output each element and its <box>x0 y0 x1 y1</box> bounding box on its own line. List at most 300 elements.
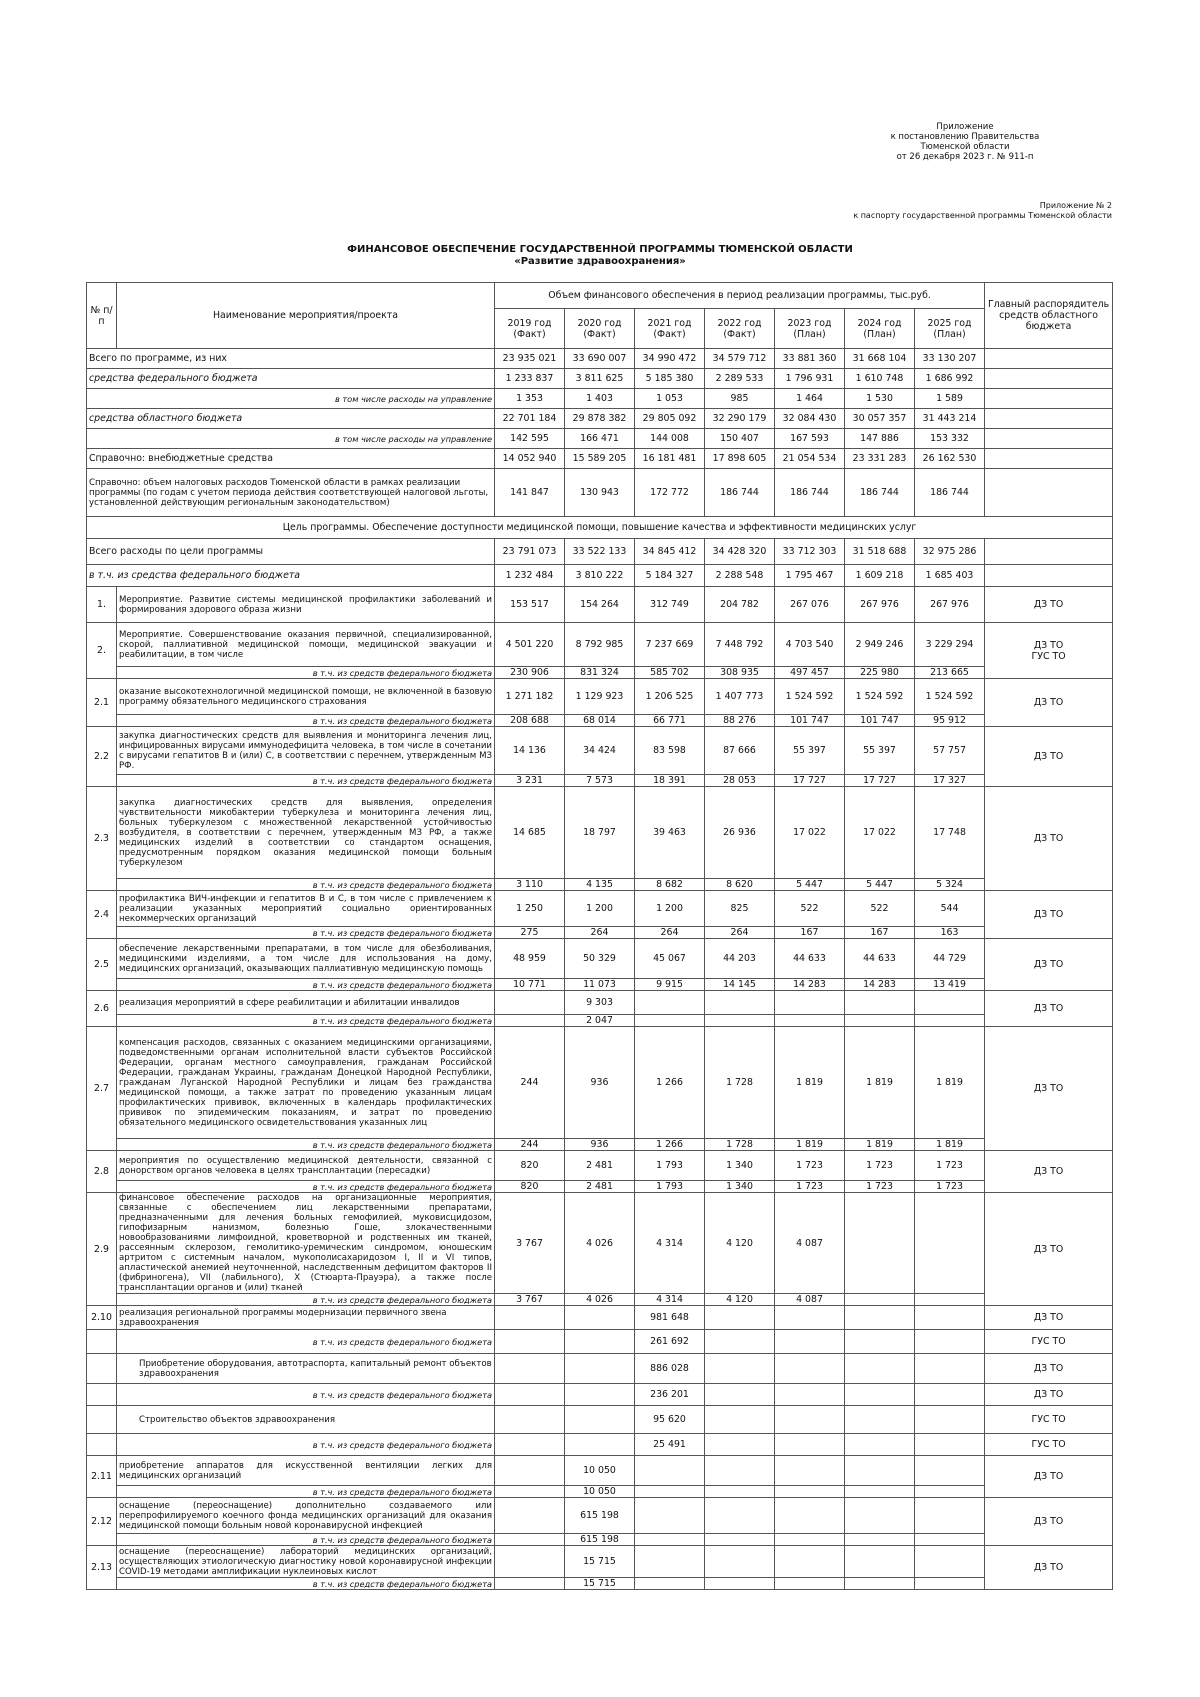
measure-name: мероприятия по осуществлению медицинской деятельности, связанной с донорством органов человека в целях трансплантации (пересадки) <box>117 1151 495 1181</box>
value-cell: 34 428 320 <box>705 539 775 565</box>
value-cell: 1 206 525 <box>635 679 705 715</box>
value-cell: 186 744 <box>915 469 985 517</box>
value-cell: 29 805 092 <box>635 409 705 429</box>
value-cell: 10 771 <box>495 979 565 991</box>
value-cell: 88 276 <box>705 715 775 727</box>
value-cell <box>565 1354 635 1384</box>
value-cell: 213 665 <box>915 667 985 679</box>
summary-label: в том числе расходы на управление <box>87 429 495 449</box>
value-cell <box>845 1546 915 1578</box>
manager-cell <box>985 349 1113 369</box>
value-cell <box>845 1406 915 1434</box>
manager-name: ДЗ ТО <box>1033 599 1064 610</box>
summary-label: Справочно: внебюджетные средства <box>87 449 495 469</box>
measure-row <box>87 727 1113 775</box>
manager-name: ДЗ ТО <box>1033 1243 1064 1255</box>
value-cell: 166 471 <box>565 429 635 449</box>
value-cell: 225 980 <box>845 667 915 679</box>
value-cell: 1 819 <box>775 1027 845 1139</box>
value-cell <box>635 1498 705 1534</box>
value-cell <box>705 1534 775 1546</box>
value-cell: 615 198 <box>565 1534 635 1546</box>
value-cell: 1 524 592 <box>775 679 845 715</box>
value-cell: 17 022 <box>845 787 915 879</box>
value-cell: 3 767 <box>495 1294 565 1306</box>
value-cell: 9 915 <box>635 979 705 991</box>
value-cell: 820 <box>495 1181 565 1193</box>
value-cell: 312 749 <box>635 587 705 623</box>
value-cell: 208 688 <box>495 715 565 727</box>
value-cell <box>705 1330 775 1354</box>
manager-cell <box>985 939 1113 991</box>
value-cell: 48 959 <box>495 939 565 979</box>
value-cell <box>845 1456 915 1486</box>
value-cell <box>775 1434 845 1456</box>
federal-subrow <box>87 1181 1113 1193</box>
document-title <box>86 244 1114 268</box>
decree-reference <box>850 122 1080 162</box>
value-cell: 186 744 <box>775 469 845 517</box>
measure-row <box>87 939 1113 979</box>
federal-label: в т.ч. из средств федерального бюджета <box>117 1534 495 1546</box>
measure-name: Мероприятие. Развитие системы медицинской профилактики заболеваний и формирования здорового образа жизни <box>117 587 495 623</box>
manager-cell <box>985 449 1113 469</box>
measure-name: в т.ч. из средств федерального бюджета <box>117 1330 495 1354</box>
value-cell: 264 <box>635 927 705 939</box>
value-cell: 1 250 <box>495 891 565 927</box>
value-cell: 5 185 380 <box>635 369 705 389</box>
value-cell <box>495 991 565 1015</box>
value-cell: 5 447 <box>775 879 845 891</box>
value-cell: 1 728 <box>705 1139 775 1151</box>
measure-num: 2.7 <box>87 1027 117 1151</box>
value-cell <box>705 1354 775 1384</box>
value-cell: 33 690 007 <box>565 349 635 369</box>
value-cell <box>775 1306 845 1330</box>
manager-cell <box>985 727 1113 787</box>
manager-cell: ГУС ТО <box>985 1330 1113 1354</box>
measure-num: 2.10 <box>87 1306 117 1330</box>
value-cell: 2 949 246 <box>845 623 915 667</box>
value-cell: 18 797 <box>565 787 635 879</box>
header-year: 2023 год (План) <box>775 309 845 349</box>
federal-subrow <box>87 1294 1113 1306</box>
value-cell: 15 589 205 <box>565 449 635 469</box>
value-cell <box>915 1015 985 1027</box>
goal-row <box>87 517 1113 539</box>
value-cell: 150 407 <box>705 429 775 449</box>
value-cell: 167 <box>775 927 845 939</box>
value-cell: 8 620 <box>705 879 775 891</box>
manager-cell <box>985 787 1113 891</box>
measure-name: в т.ч. из средств федерального бюджета <box>117 1434 495 1456</box>
value-cell: 34 579 712 <box>705 349 775 369</box>
value-cell <box>775 1015 845 1027</box>
value-cell: 15 715 <box>565 1546 635 1578</box>
value-cell: 153 332 <box>915 429 985 449</box>
federal-subrow <box>87 1486 1113 1498</box>
value-cell: 32 084 430 <box>775 409 845 429</box>
manager-cell <box>985 991 1113 1027</box>
annex-line: к паспорту государственной программы Тюменской области <box>853 211 1112 220</box>
value-cell: 21 054 534 <box>775 449 845 469</box>
measure-row <box>87 679 1113 715</box>
value-cell: 275 <box>495 927 565 939</box>
value-cell <box>775 1354 845 1384</box>
value-cell: 1 232 484 <box>495 565 565 587</box>
value-cell <box>635 1534 705 1546</box>
header-year: 2025 год (План) <box>915 309 985 349</box>
title-line: ФИНАНСОВОЕ ОБЕСПЕЧЕНИЕ ГОСУДАРСТВЕННОЙ ПРОГРАММЫ ТЮМЕНСКОЙ ОБЛАСТИ <box>347 244 853 255</box>
value-cell <box>565 1306 635 1330</box>
value-cell: 1 233 837 <box>495 369 565 389</box>
value-cell <box>775 1384 845 1406</box>
value-cell: 264 <box>565 927 635 939</box>
value-cell: 261 692 <box>635 1330 705 1354</box>
measure-name: реализация региональной программы модернизации первичного звена здравоохранения <box>117 1306 495 1330</box>
value-cell <box>845 1498 915 1534</box>
value-cell <box>915 1546 985 1578</box>
value-cell <box>705 1486 775 1498</box>
federal-label: в т.ч. из средств федерального бюджета <box>117 775 495 787</box>
summary-label: средства федерального бюджета <box>87 369 495 389</box>
value-cell <box>705 1456 775 1486</box>
value-cell: 17 727 <box>775 775 845 787</box>
value-cell <box>845 1384 915 1406</box>
manager-cell <box>985 389 1113 409</box>
federal-label: в т.ч. из средств федерального бюджета <box>117 979 495 991</box>
value-cell: 615 198 <box>565 1498 635 1534</box>
value-cell <box>705 1578 775 1590</box>
header-row <box>87 283 1113 309</box>
measure-name: оснащение (переоснащение) дополнительно создаваемого или перепрофилируемого коечного фонда медицинских организаций для оказания медицинской помощи больным новой коронавирусной инфекцией <box>117 1498 495 1534</box>
measure-num: 1. <box>87 587 117 623</box>
value-cell <box>845 1294 915 1306</box>
decree-line: Тюменской области <box>920 142 1010 152</box>
value-cell: 28 053 <box>705 775 775 787</box>
value-cell <box>845 1434 915 1456</box>
value-cell: 15 715 <box>565 1578 635 1590</box>
value-cell: 14 685 <box>495 787 565 879</box>
goal-summary-label: Всего расходы по цели программы <box>87 539 495 565</box>
value-cell: 17 327 <box>915 775 985 787</box>
value-cell: 39 463 <box>635 787 705 879</box>
measure-row <box>87 1456 1113 1486</box>
value-cell: 14 136 <box>495 727 565 775</box>
value-cell: 1 340 <box>705 1181 775 1193</box>
measure-num: 2.5 <box>87 939 117 991</box>
value-cell: 267 976 <box>845 587 915 623</box>
value-cell: 66 771 <box>635 715 705 727</box>
value-cell: 1 053 <box>635 389 705 409</box>
federal-subrow <box>87 715 1113 727</box>
value-cell: 820 <box>495 1151 565 1181</box>
value-cell: 4 703 540 <box>775 623 845 667</box>
measure-row <box>87 991 1113 1015</box>
value-cell: 1 266 <box>635 1139 705 1151</box>
value-cell: 2 481 <box>565 1151 635 1181</box>
value-cell: 244 <box>495 1027 565 1139</box>
manager-cell <box>985 429 1113 449</box>
value-cell: 55 397 <box>845 727 915 775</box>
value-cell: 29 878 382 <box>565 409 635 429</box>
measure-row <box>87 1546 1113 1578</box>
measure-name: в т.ч. из средств федерального бюджета <box>117 1384 495 1406</box>
measure-name: оказание высокотехнологичной медицинской помощи, не включенной в базовую программу обязательного медицинского страхования <box>117 679 495 715</box>
value-cell <box>845 1306 915 1330</box>
value-cell: 831 324 <box>565 667 635 679</box>
financing-table <box>86 282 1113 1590</box>
value-cell: 8 792 985 <box>565 623 635 667</box>
value-cell: 1 609 218 <box>845 565 915 587</box>
measure-num: 2.3 <box>87 787 117 891</box>
federal-label: в т.ч. из средств федерального бюджета <box>117 1578 495 1590</box>
value-cell <box>705 1434 775 1456</box>
summary-label: в том числе расходы на управление <box>87 389 495 409</box>
measure-num: 2.6 <box>87 991 117 1027</box>
manager-cell: ГУС ТО <box>985 1434 1113 1456</box>
measure-row <box>87 587 1113 623</box>
manager-cell <box>985 1151 1113 1193</box>
header-group: Объем финансового обеспечения в период реализации программы, тыс.руб. <box>495 283 985 309</box>
value-cell: 1 524 592 <box>845 679 915 715</box>
measure-row <box>87 1384 1113 1406</box>
value-cell: 1 723 <box>915 1151 985 1181</box>
value-cell <box>495 1354 565 1384</box>
value-cell: 33 881 360 <box>775 349 845 369</box>
value-cell: 985 <box>705 389 775 409</box>
value-cell: 16 181 481 <box>635 449 705 469</box>
header-year: 2024 год (План) <box>845 309 915 349</box>
value-cell: 585 702 <box>635 667 705 679</box>
manager-name: ДЗ ТО <box>1033 1471 1064 1482</box>
value-cell <box>495 1306 565 1330</box>
manager-name: ДЗ ТО <box>1033 1003 1064 1014</box>
value-cell <box>565 1330 635 1354</box>
value-cell: 1 723 <box>775 1151 845 1181</box>
header-year: 2020 год (Факт) <box>565 309 635 349</box>
value-cell <box>495 1546 565 1578</box>
value-cell <box>495 1384 565 1406</box>
measure-num: 2.11 <box>87 1456 117 1498</box>
value-cell: 95 912 <box>915 715 985 727</box>
measure-name: финансовое обеспечение расходов на организационные мероприятия, связанные с обеспечением лиц лекарственными препаратами, предназначенными для лечения больных гемофилией, муковисцидозом, гипофизарным нанизмом, болезнью Гоше, злокачественными новообразованиями лимфоидной, кроветворной и родственных им тканей, рассеянным склерозом, гемолитико-уремическим синдромом, юношеским артритом с системным началом, мукополисахаридозом I, II и VI типов, апластической анемией неуточненной, наследственным дефицитом факторов II (фибриногена), VII (лабильного), X (Стюарта-Прауэра), а также после трансплантации органов и (или) тканей <box>117 1193 495 1294</box>
measure-row <box>87 1498 1113 1534</box>
value-cell: 5 184 327 <box>635 565 705 587</box>
value-cell: 68 014 <box>565 715 635 727</box>
measure-num <box>87 1406 117 1434</box>
value-cell <box>775 1406 845 1434</box>
value-cell: 244 <box>495 1139 565 1151</box>
value-cell <box>495 1406 565 1434</box>
value-cell: 44 633 <box>845 939 915 979</box>
manager-cell <box>985 587 1113 623</box>
value-cell: 147 886 <box>845 429 915 449</box>
goal-summary-row <box>87 539 1113 565</box>
value-cell: 95 620 <box>635 1406 705 1434</box>
header-year: 2022 год (Факт) <box>705 309 775 349</box>
value-cell <box>845 1354 915 1384</box>
manager-cell <box>985 1546 1113 1590</box>
measure-name: профилактика ВИЧ-инфекции и гепатитов В и С, в том числе с привлечением к реализации указанных мероприятий социально ориентированных некоммерческих организаций <box>117 891 495 927</box>
federal-label: в т.ч. из средств федерального бюджета <box>117 1181 495 1193</box>
value-cell <box>915 1534 985 1546</box>
value-cell: 1 795 467 <box>775 565 845 587</box>
summary-label: Справочно: объем налоговых расходов Тюменской области в рамках реализации программы (по годам с учетом периода действия соответствующей налоговой льготы, установленной действующим региональным законодательством) <box>87 469 495 517</box>
measure-name: Строительство объектов здравоохранения <box>117 1406 495 1434</box>
header-year: 2019 год (Факт) <box>495 309 565 349</box>
manager-cell: ГУС ТО <box>985 1406 1113 1434</box>
value-cell: 2 481 <box>565 1181 635 1193</box>
goal-title: Цель программы. Обеспечение доступности медицинской помощи, повышение качества и эффективности медицинских услуг <box>87 517 1113 539</box>
measure-num: 2.1 <box>87 679 117 727</box>
subtitle-line: «Развитие здравоохранения» <box>514 256 686 267</box>
decree-line: Приложение <box>936 122 994 132</box>
value-cell: 497 457 <box>775 667 845 679</box>
value-cell: 825 <box>705 891 775 927</box>
value-cell <box>915 1434 985 1456</box>
manager-name: ДЗ ТО <box>1033 1516 1064 1527</box>
value-cell <box>635 991 705 1015</box>
federal-subrow <box>87 879 1113 891</box>
value-cell: 1 407 773 <box>705 679 775 715</box>
value-cell: 8 682 <box>635 879 705 891</box>
value-cell <box>775 1534 845 1546</box>
measure-num: 2.8 <box>87 1151 117 1193</box>
value-cell <box>915 1330 985 1354</box>
measure-name: закупка диагностических средств для выявления, определения чувствительности микобактерии туберкулеза и мониторинга лечения лиц, больных туберкулезом с множественной лекарственной устойчивостью возбудителя, в соответствии с перечнем, утвержденным МЗ РФ, а также медицинских изделий в соответствии со стандартом оснащения, предусмотренным порядком оказания медицинской помощи больным туберкулезом <box>117 787 495 879</box>
value-cell: 308 935 <box>705 667 775 679</box>
value-cell: 936 <box>565 1139 635 1151</box>
value-cell <box>775 1498 845 1534</box>
value-cell <box>565 1384 635 1406</box>
value-cell: 1 610 748 <box>845 369 915 389</box>
value-cell: 5 324 <box>915 879 985 891</box>
manager-cell <box>985 1193 1113 1306</box>
value-cell <box>915 1498 985 1534</box>
value-cell: 1 129 923 <box>565 679 635 715</box>
value-cell <box>845 1534 915 1546</box>
manager-cell <box>985 1456 1113 1498</box>
manager-name: ДЗ ТО <box>1033 959 1064 970</box>
header-name: Наименование мероприятия/проекта <box>117 283 495 349</box>
measure-num: 2.13 <box>87 1546 117 1590</box>
measure-num <box>87 1384 117 1406</box>
annex-line: Приложение № 2 <box>1039 201 1112 210</box>
value-cell: 87 666 <box>705 727 775 775</box>
value-cell: 11 073 <box>565 979 635 991</box>
value-cell <box>775 1456 845 1486</box>
value-cell: 44 729 <box>915 939 985 979</box>
value-cell <box>705 1546 775 1578</box>
value-cell: 17 898 605 <box>705 449 775 469</box>
federal-label: в т.ч. из средств федерального бюджета <box>117 1294 495 1306</box>
measure-name: обеспечение лекарственными препаратами, в том числе для обезболивания, медицинскими изделиями, а том числе для использования на дому, медицинских организаций, оказывающих паллиативную медицинскую помощь <box>117 939 495 979</box>
manager-cell <box>985 409 1113 429</box>
value-cell: 13 419 <box>915 979 985 991</box>
value-cell <box>705 1406 775 1434</box>
value-cell: 14 145 <box>705 979 775 991</box>
value-cell: 31 668 104 <box>845 349 915 369</box>
federal-subrow <box>87 1578 1113 1590</box>
value-cell: 172 772 <box>635 469 705 517</box>
value-cell: 31 518 688 <box>845 539 915 565</box>
value-cell: 522 <box>845 891 915 927</box>
value-cell: 236 201 <box>635 1384 705 1406</box>
value-cell: 264 <box>705 927 775 939</box>
value-cell: 267 976 <box>915 587 985 623</box>
federal-subrow <box>87 927 1113 939</box>
value-cell: 5 447 <box>845 879 915 891</box>
measure-num <box>87 1354 117 1384</box>
federal-subrow <box>87 1139 1113 1151</box>
manager-cell <box>985 1027 1113 1151</box>
value-cell: 44 633 <box>775 939 845 979</box>
value-cell: 522 <box>775 891 845 927</box>
measure-name: оснащение (переоснащение) лабораторий медицинских организаций, осуществляющих этиологическую диагностику новой коронавирусной инфекции COVID-19 методами амплификации нуклеиновых кислот <box>117 1546 495 1578</box>
value-cell: 1 728 <box>705 1027 775 1139</box>
value-cell: 167 593 <box>775 429 845 449</box>
value-cell: 4 026 <box>565 1294 635 1306</box>
value-cell: 2 289 533 <box>705 369 775 389</box>
value-cell: 1 266 <box>635 1027 705 1139</box>
value-cell: 3 110 <box>495 879 565 891</box>
manager-name: ДЗ ТО <box>1033 639 1064 651</box>
value-cell: 1 819 <box>915 1027 985 1139</box>
value-cell: 34 424 <box>565 727 635 775</box>
value-cell: 1 530 <box>845 389 915 409</box>
value-cell: 101 747 <box>775 715 845 727</box>
value-cell: 144 008 <box>635 429 705 449</box>
value-cell <box>705 1015 775 1027</box>
value-cell: 1 819 <box>775 1139 845 1151</box>
value-cell: 33 712 303 <box>775 539 845 565</box>
value-cell <box>495 1486 565 1498</box>
value-cell: 154 264 <box>565 587 635 623</box>
value-cell <box>915 1354 985 1384</box>
federal-subrow <box>87 775 1113 787</box>
value-cell <box>915 1193 985 1294</box>
value-cell <box>495 1498 565 1534</box>
measure-name: Мероприятие. Совершенствование оказания первичной, специализированной, скорой, паллиативной медицинской помощи, медицинской эвакуации и реабилитации, в том числе <box>117 623 495 667</box>
value-cell: 26 936 <box>705 787 775 879</box>
header-year: 2021 год (Факт) <box>635 309 705 349</box>
header-num: № п/п <box>87 283 117 349</box>
value-cell: 981 648 <box>635 1306 705 1330</box>
value-cell <box>565 1406 635 1434</box>
value-cell: 186 744 <box>845 469 915 517</box>
value-cell <box>845 1578 915 1590</box>
value-cell: 4 087 <box>775 1193 845 1294</box>
value-cell: 10 050 <box>565 1486 635 1498</box>
goal-summary-row <box>87 565 1113 587</box>
summary-row <box>87 469 1113 517</box>
federal-subrow <box>87 1534 1113 1546</box>
value-cell: 1 723 <box>775 1181 845 1193</box>
value-cell: 17 748 <box>915 787 985 879</box>
value-cell: 7 448 792 <box>705 623 775 667</box>
value-cell: 3 810 222 <box>565 565 635 587</box>
manager-name: ДЗ ТО <box>1033 1166 1064 1177</box>
value-cell <box>635 1015 705 1027</box>
value-cell: 4 135 <box>565 879 635 891</box>
summary-row <box>87 389 1113 409</box>
value-cell <box>775 991 845 1015</box>
value-cell <box>845 1486 915 1498</box>
value-cell: 32 290 179 <box>705 409 775 429</box>
value-cell: 1 819 <box>845 1027 915 1139</box>
value-cell: 1 271 182 <box>495 679 565 715</box>
